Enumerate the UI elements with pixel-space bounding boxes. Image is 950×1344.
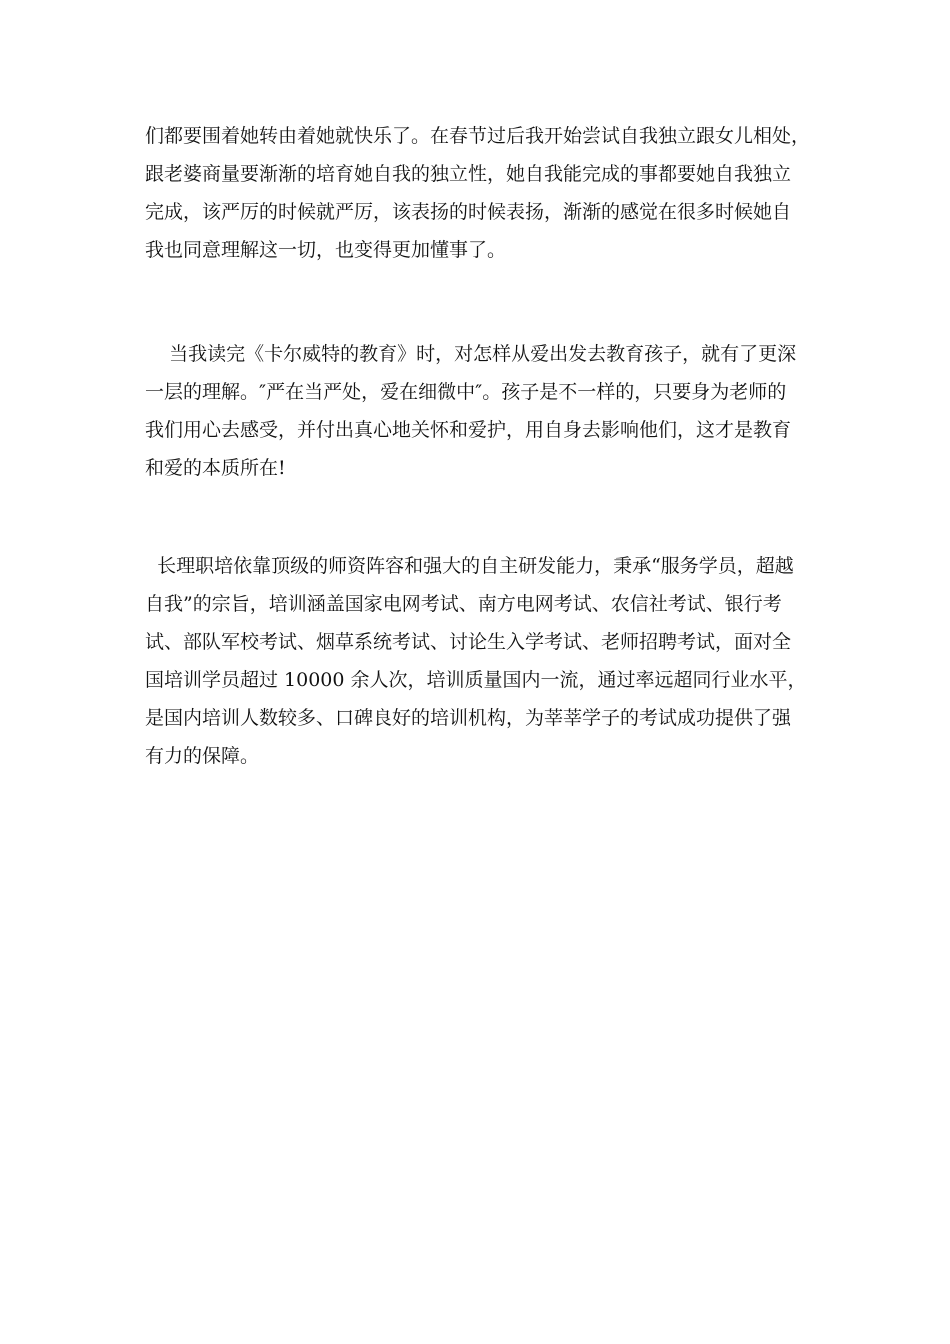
text-line: 们都要围着她转由着她就快乐了。在春节过后我开始尝试自我独立跟女儿相处， bbox=[145, 125, 811, 147]
text-line: 有力的保障。 bbox=[145, 745, 260, 767]
text-line: 完成，该严厉的时候就严厉，该表扬的时候表扬，渐渐的感觉在很多时候她自 bbox=[145, 201, 792, 223]
paragraph-training-advert bbox=[145, 547, 810, 775]
text-line: 长理职培依靠顶级的师资阵容和强大的自主研发能力，秉承“服务学员，超越 bbox=[145, 555, 794, 577]
text-line: 试、部队军校考试、烟草系统考试、讨论生入学考试、老师招聘考试，面对全 bbox=[145, 631, 792, 653]
text-line: 自我”的宗旨，培训涵盖国家电网考试、南方电网考试、农信社考试、银行考 bbox=[145, 593, 782, 615]
paragraph-parenting-reflection bbox=[145, 117, 810, 269]
text-line: 是国内培训人数较多、口碑良好的培训机构，为莘莘学子的考试成功提供了强 bbox=[145, 707, 792, 729]
text-line: 我们用心去感受，并付出真心地关怀和爱护，用自身去影响他们，这才是教育 bbox=[145, 419, 792, 441]
text-line: 国培训学员超过 10000 余人次，培训质量国内一流，通过率远超同行业水平， bbox=[145, 669, 807, 691]
text-line: 当我读完《卡尔威特的教育》时，对怎样从爱出发去教育孩子，就有了更深 bbox=[145, 343, 797, 365]
text-line: 和爱的本质所在! bbox=[145, 457, 286, 479]
text-line: 跟老婆商量要渐渐的培育她自我的独立性，她自我能完成的事都要她自我独立 bbox=[145, 163, 792, 185]
text-line: 我也同意理解这一切，也变得更加懂事了。 bbox=[145, 239, 507, 261]
paragraph-book-reflection bbox=[145, 335, 810, 487]
text-line: 一层的理解。″严在当严处，爱在细微中″。孩子是不一样的，只要身为老师的 bbox=[145, 381, 787, 403]
